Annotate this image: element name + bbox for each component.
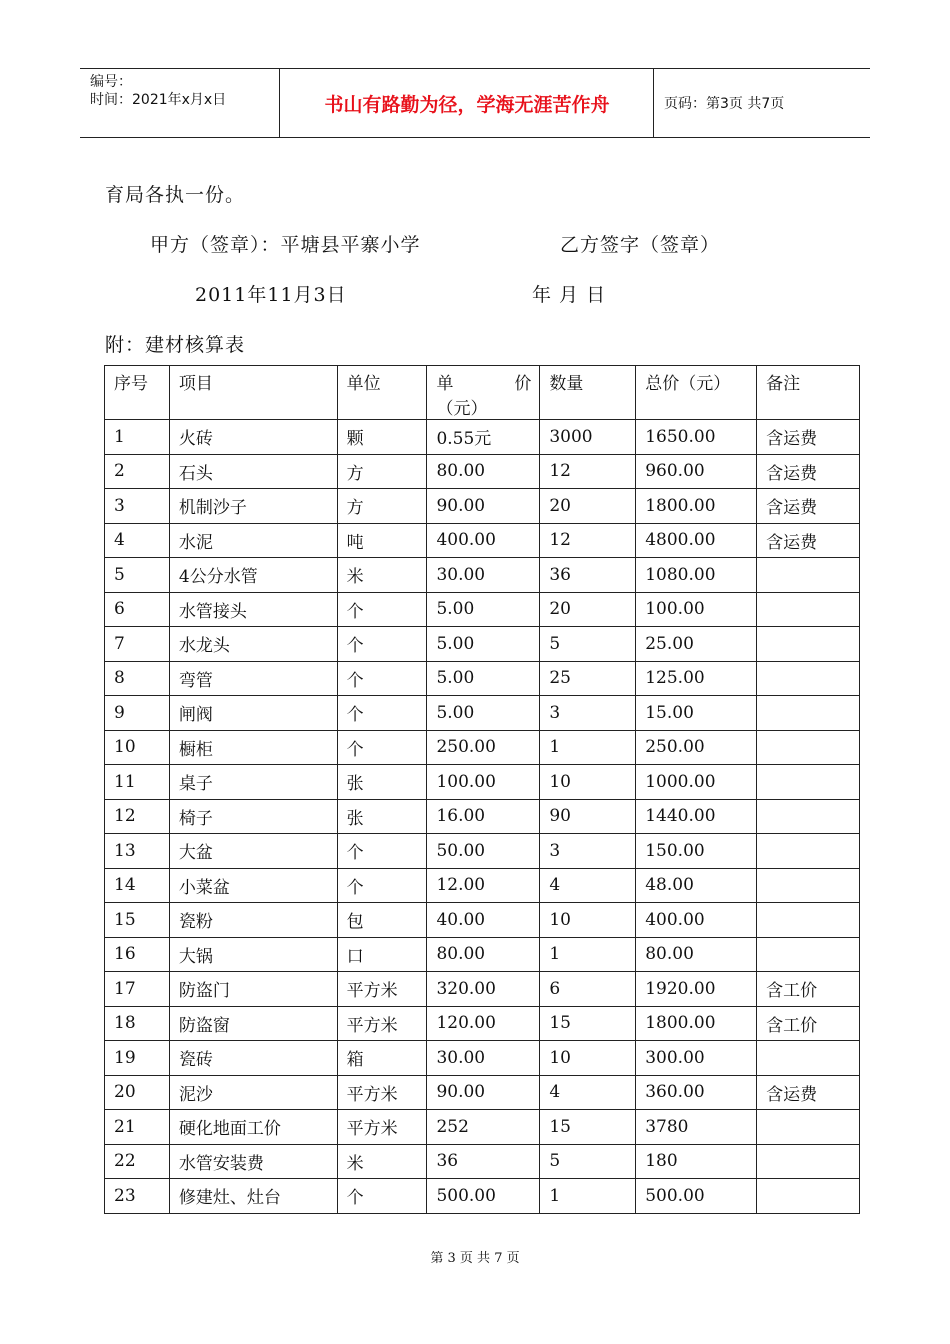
table-row [105,661,860,696]
cell-no: 23 [105,1179,170,1214]
cell-unit-price: 0.55元 [427,420,540,455]
cell-no: 7 [105,627,170,662]
cell-total: 1000.00 [636,765,757,800]
cell-item: 4公分水管 [169,558,337,593]
cell-unit-price: 12.00 [427,868,540,903]
cell-item: 闸阀 [169,696,337,731]
cell-unit-price: 30.00 [427,558,540,593]
cell-remark [757,903,860,938]
cell-item: 水龙头 [169,627,337,662]
header-remark: 备注 [757,366,860,420]
cell-qty: 1 [540,1179,636,1214]
cell-item: 大锅 [169,937,337,972]
cell-no: 6 [105,592,170,627]
cell-unit-price: 16.00 [427,799,540,834]
header-motto: 书山有路勤为径，学海无涯苦作舟 [281,69,654,137]
cell-unit-price: 30.00 [427,1041,540,1076]
cell-item: 水管接头 [169,592,337,627]
cell-qty: 1 [540,937,636,972]
cell-qty: 5 [540,1144,636,1179]
cell-qty: 36 [540,558,636,593]
table-row [105,972,860,1007]
cell-total: 1800.00 [636,489,757,524]
cell-no: 1 [105,420,170,455]
cell-unit-price: 250.00 [427,730,540,765]
table-row [105,799,860,834]
cell-remark: 含运费 [757,489,860,524]
cell-remark: 含运费 [757,523,860,558]
cell-no: 9 [105,696,170,731]
cell-qty: 3 [540,834,636,869]
cell-remark [757,1179,860,1214]
cell-qty: 90 [540,799,636,834]
cell-remark: 含工价 [757,972,860,1007]
cell-total: 180 [636,1144,757,1179]
cell-unit: 个 [337,834,427,869]
cell-remark: 含运费 [757,454,860,489]
table-row [105,1075,860,1110]
cell-unit-price: 50.00 [427,834,540,869]
cell-unit-price: 100.00 [427,765,540,800]
table-row [105,627,860,662]
cell-qty: 25 [540,661,636,696]
cell-remark [757,834,860,869]
cell-item: 橱柜 [169,730,337,765]
cell-total: 1800.00 [636,1006,757,1041]
cell-remark [757,696,860,731]
cell-no: 20 [105,1075,170,1110]
table-row [105,765,860,800]
cell-unit: 箱 [337,1041,427,1076]
table-row [105,1110,860,1145]
cell-remark [757,868,860,903]
cell-qty: 20 [540,489,636,524]
cell-no: 17 [105,972,170,1007]
cell-unit-price: 400.00 [427,523,540,558]
cell-unit: 个 [337,868,427,903]
table-row [105,489,860,524]
cell-unit: 个 [337,627,427,662]
cell-remark [757,627,860,662]
cell-total: 250.00 [636,730,757,765]
cell-item: 泥沙 [169,1075,337,1110]
cell-no: 5 [105,558,170,593]
cell-qty: 6 [540,972,636,1007]
cell-no: 8 [105,661,170,696]
cell-item: 硬化地面工价 [169,1110,337,1145]
cell-no: 3 [105,489,170,524]
cell-qty: 1 [540,730,636,765]
header-price-part-1: 单 [436,374,454,394]
cell-unit: 个 [337,592,427,627]
cell-unit: 平方米 [337,1110,427,1145]
table-row [105,937,860,972]
cell-remark [757,1041,860,1076]
cell-item: 石头 [169,454,337,489]
cell-item: 防盗窗 [169,1006,337,1041]
cell-unit: 平方米 [337,1006,427,1041]
cell-no: 19 [105,1041,170,1076]
number-label: 编号： [90,74,132,90]
table-row [105,834,860,869]
cell-unit: 个 [337,696,427,731]
cell-remark [757,730,860,765]
cell-no: 18 [105,1006,170,1041]
cell-qty: 10 [540,903,636,938]
cell-no: 21 [105,1110,170,1145]
cell-total: 100.00 [636,592,757,627]
cell-total: 500.00 [636,1179,757,1214]
cell-no: 2 [105,454,170,489]
cell-total: 15.00 [636,696,757,731]
table-header-row [105,366,860,420]
cell-remark [757,661,860,696]
header-price-part-2: 价 [514,374,532,394]
cell-unit: 方 [337,489,427,524]
cell-qty: 4 [540,1075,636,1110]
cell-remark: 含工价 [757,1006,860,1041]
cell-qty: 3 [540,696,636,731]
cell-remark [757,1110,860,1145]
cell-remark [757,937,860,972]
cell-unit-price: 36 [427,1144,540,1179]
cell-total: 48.00 [636,868,757,903]
cell-no: 22 [105,1144,170,1179]
table-row [105,1179,860,1214]
cell-total: 1080.00 [636,558,757,593]
party-b-signature: 乙方签字（签章） [560,234,721,256]
cell-remark [757,1144,860,1179]
cell-remark [757,765,860,800]
cell-qty: 3000 [540,420,636,455]
cell-item: 瓷粉 [169,903,337,938]
cell-unit-price: 80.00 [427,937,540,972]
table-row [105,1041,860,1076]
cell-no: 13 [105,834,170,869]
page-header [80,68,870,138]
cell-item: 火砖 [169,420,337,455]
cell-qty: 12 [540,454,636,489]
cell-item: 桌子 [169,765,337,800]
cell-remark [757,592,860,627]
table-row [105,730,860,765]
cell-unit-price: 5.00 [427,627,540,662]
cell-total: 80.00 [636,937,757,972]
cell-item: 椅子 [169,799,337,834]
header-no: 序号 [105,366,170,420]
cell-total: 1650.00 [636,420,757,455]
cell-item: 机制沙子 [169,489,337,524]
cell-total: 400.00 [636,903,757,938]
cell-item: 小菜盆 [169,868,337,903]
cell-unit: 平方米 [337,972,427,1007]
cell-unit-price: 5.00 [427,696,540,731]
body-line-1: 育局各执一份。 [105,184,246,206]
cell-unit-price: 120.00 [427,1006,540,1041]
cell-unit: 口 [337,937,427,972]
cell-item: 水泥 [169,523,337,558]
table-row [105,592,860,627]
table-row [105,1006,860,1041]
cell-item: 瓷砖 [169,1041,337,1076]
time-label: 时间：2021年x月x日 [90,92,227,108]
cell-unit-price: 80.00 [427,454,540,489]
cell-item: 水管安装费 [169,1144,337,1179]
cell-unit: 吨 [337,523,427,558]
table-row [105,420,860,455]
cell-unit-price: 90.00 [427,1075,540,1110]
party-a-date: 2011年11月3日 [195,284,347,306]
cell-total: 360.00 [636,1075,757,1110]
cell-total: 25.00 [636,627,757,662]
cell-qty: 10 [540,765,636,800]
cell-unit-price: 500.00 [427,1179,540,1214]
header-total: 总价（元） [636,366,757,420]
cell-no: 12 [105,799,170,834]
cell-qty: 12 [540,523,636,558]
table-row [105,454,860,489]
cell-unit-price: 5.00 [427,592,540,627]
header-page-info: 页码：第3页 共7页 [664,96,785,112]
cell-item: 防盗门 [169,972,337,1007]
cell-qty: 15 [540,1110,636,1145]
appendix-title: 附：建材核算表 [105,334,246,356]
cell-qty: 20 [540,592,636,627]
header-meta [80,69,280,137]
cell-no: 15 [105,903,170,938]
cell-unit: 个 [337,661,427,696]
cell-unit: 个 [337,730,427,765]
header-qty: 数量 [540,366,636,420]
cell-no: 14 [105,868,170,903]
cell-unit: 平方米 [337,1075,427,1110]
cell-total: 125.00 [636,661,757,696]
materials-table [104,365,860,1214]
cell-unit-price: 40.00 [427,903,540,938]
table-row [105,696,860,731]
cell-unit: 方 [337,454,427,489]
header-item: 项目 [169,366,337,420]
party-b-date: 年 月 日 [532,284,607,306]
cell-qty: 5 [540,627,636,662]
cell-total: 960.00 [636,454,757,489]
cell-remark [757,799,860,834]
table-row [105,523,860,558]
cell-unit: 米 [337,1144,427,1179]
cell-no: 16 [105,937,170,972]
header-price-part-3: （元） [436,399,488,419]
cell-no: 11 [105,765,170,800]
cell-remark: 含运费 [757,420,860,455]
cell-qty: 4 [540,868,636,903]
cell-remark [757,558,860,593]
cell-unit: 张 [337,799,427,834]
cell-unit-price: 90.00 [427,489,540,524]
cell-total: 4800.00 [636,523,757,558]
cell-qty: 10 [540,1041,636,1076]
page-footer: 第 3 页 共 7 页 [430,1251,520,1266]
table-row [105,1144,860,1179]
cell-unit-price: 320.00 [427,972,540,1007]
cell-item: 大盆 [169,834,337,869]
cell-no: 10 [105,730,170,765]
cell-total: 3780 [636,1110,757,1145]
cell-unit-price: 5.00 [427,661,540,696]
cell-no: 4 [105,523,170,558]
cell-unit: 张 [337,765,427,800]
cell-unit: 米 [337,558,427,593]
cell-remark: 含运费 [757,1075,860,1110]
cell-unit: 包 [337,903,427,938]
cell-total: 300.00 [636,1041,757,1076]
table-row [105,868,860,903]
cell-item: 弯管 [169,661,337,696]
cell-item: 修建灶、灶台 [169,1179,337,1214]
cell-unit: 颗 [337,420,427,455]
cell-total: 150.00 [636,834,757,869]
cell-qty: 15 [540,1006,636,1041]
table-row [105,903,860,938]
cell-unit: 个 [337,1179,427,1214]
cell-unit-price: 252 [427,1110,540,1145]
cell-total: 1440.00 [636,799,757,834]
table-row [105,558,860,593]
party-a-signature: 甲方（签章）：平塘县平寨小学 [150,234,421,256]
cell-total: 1920.00 [636,972,757,1007]
header-unit-price [427,366,540,420]
header-unit: 单位 [337,366,427,420]
